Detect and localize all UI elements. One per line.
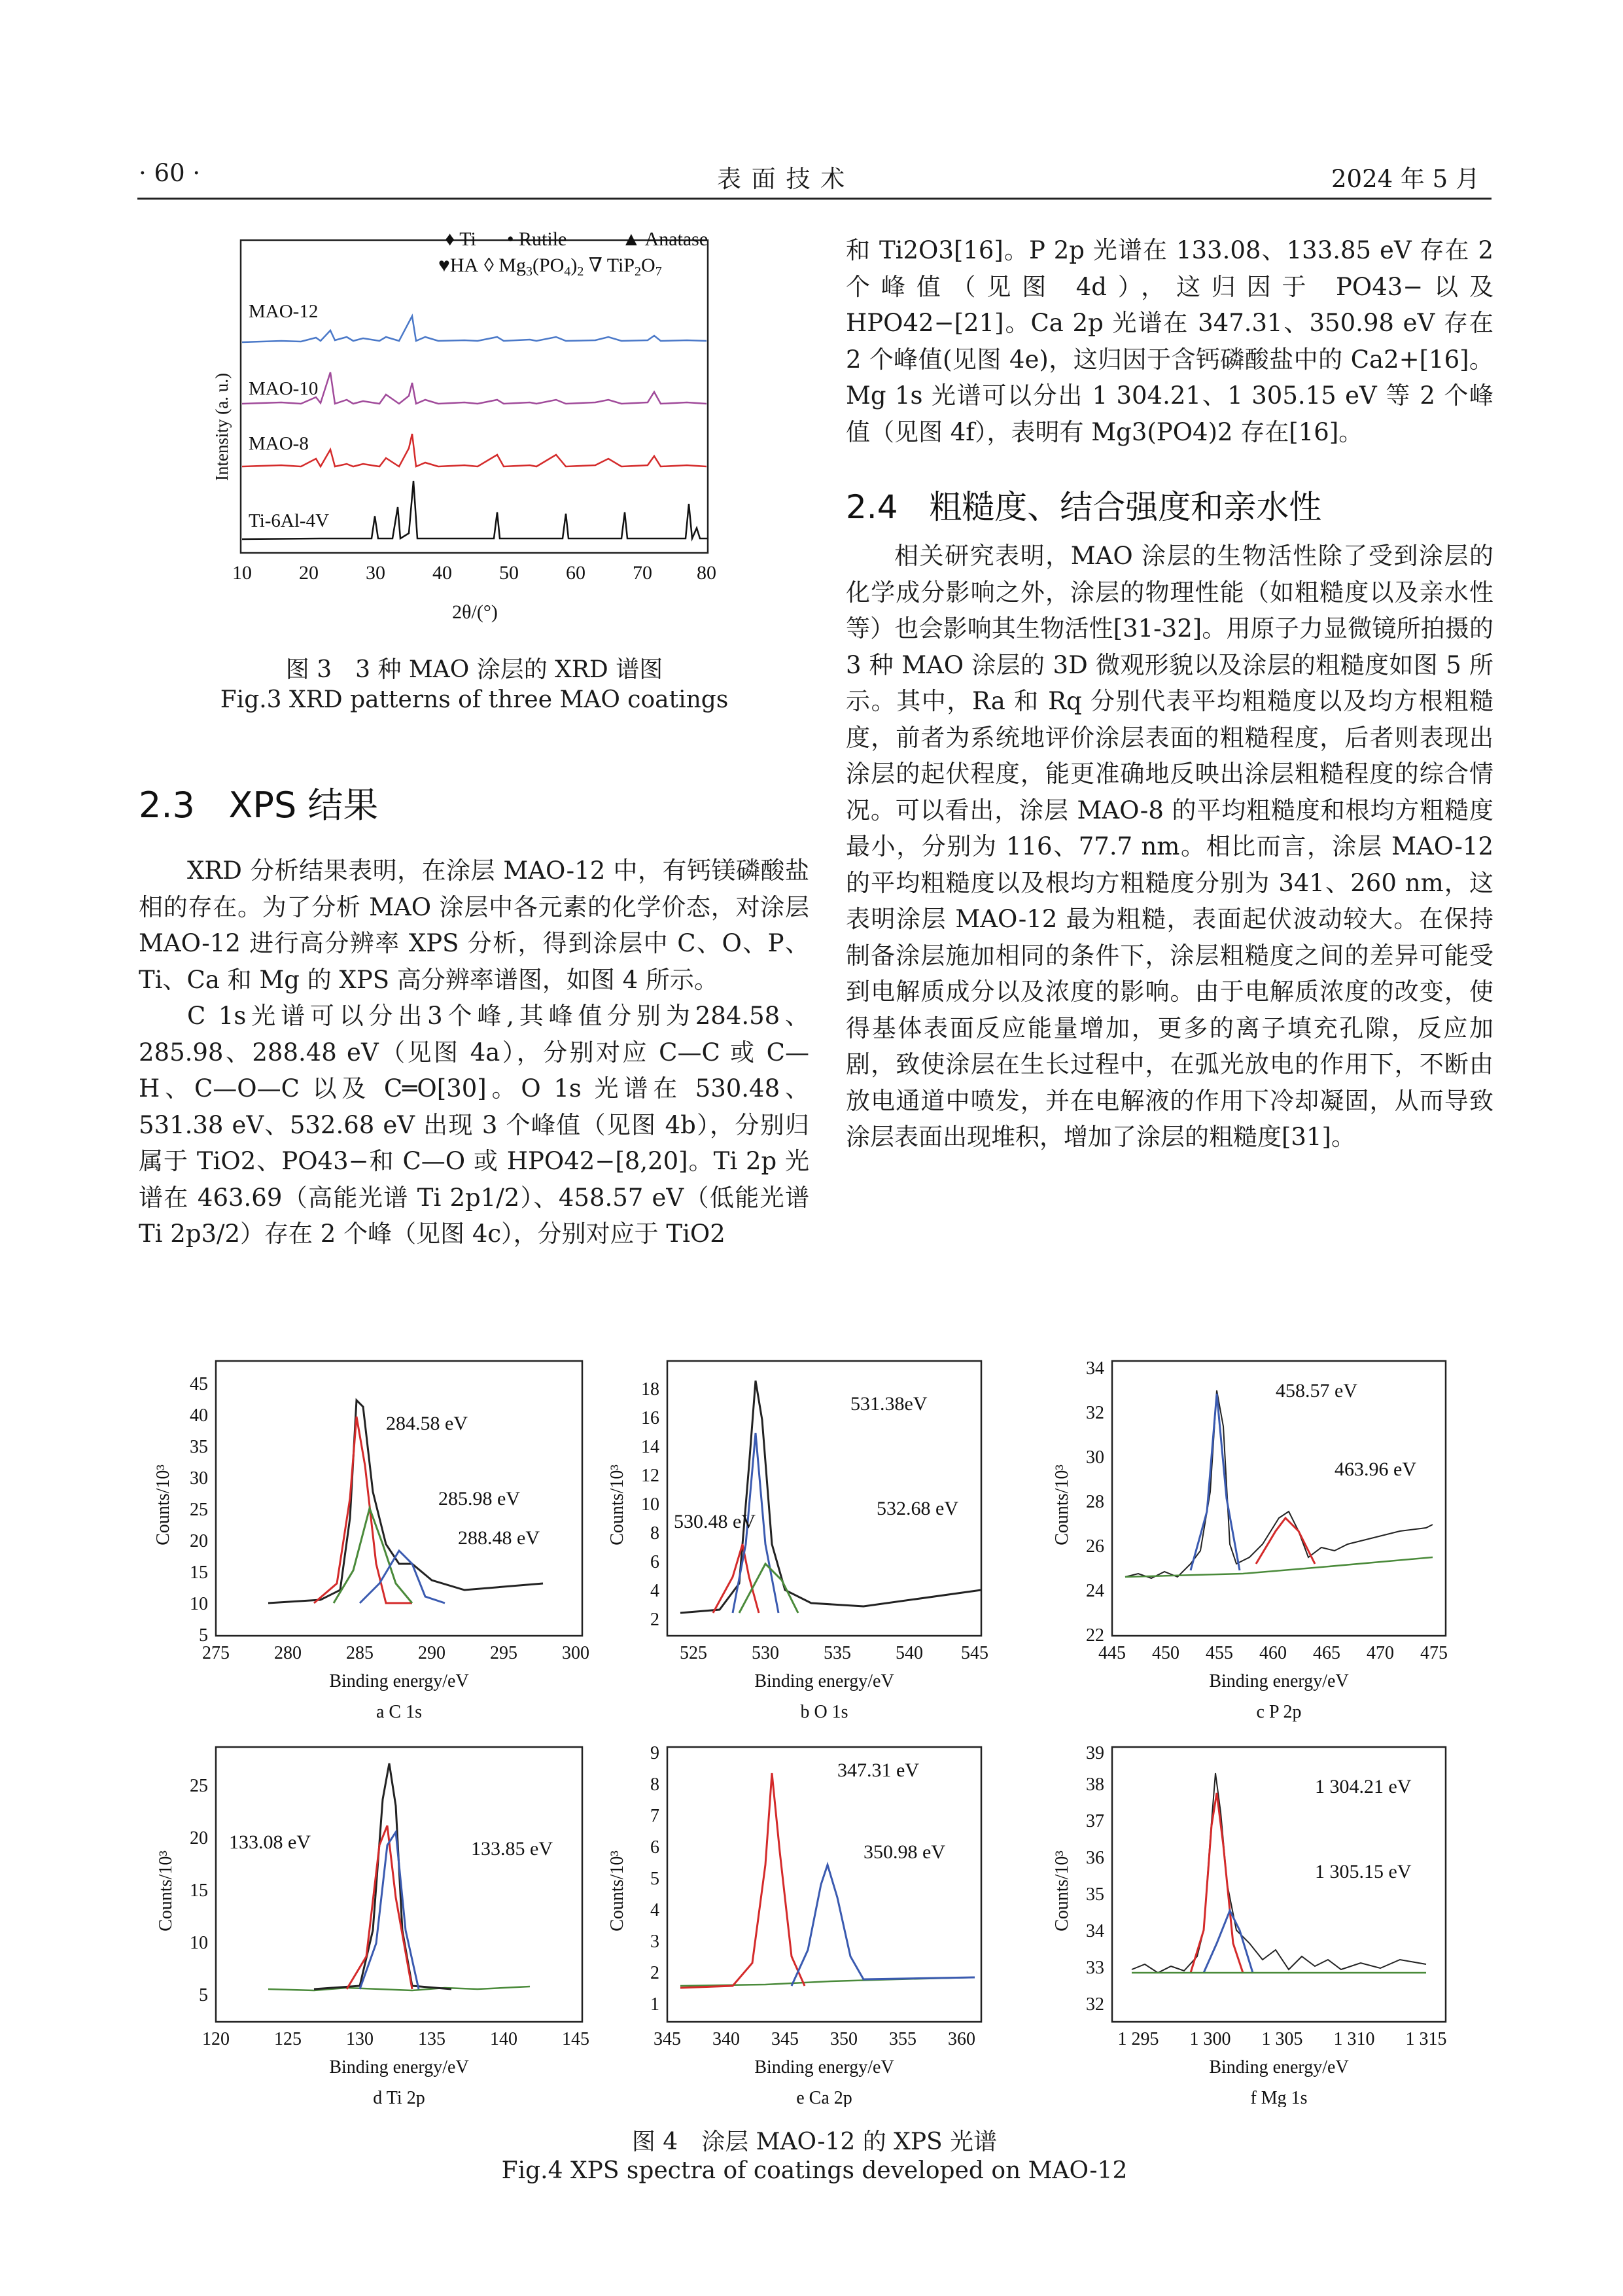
svg-text:545: 545	[961, 1643, 988, 1663]
svg-text:20: 20	[299, 562, 319, 584]
svg-text:Counts/10³: Counts/10³	[1052, 1850, 1072, 1932]
svg-text:275: 275	[202, 1643, 230, 1663]
svg-text:10: 10	[190, 1933, 208, 1953]
svg-text:♦ Ti: ♦ Ti	[445, 228, 476, 250]
svg-text:Binding energy/eV: Binding energy/eV	[1209, 1671, 1349, 1691]
svg-text:70: 70	[633, 562, 652, 584]
svg-text:445: 445	[1098, 1643, 1126, 1663]
svg-text:e Ca 2p: e Ca 2p	[796, 2088, 852, 2107]
svg-text:450: 450	[1152, 1643, 1179, 1663]
svg-text:295: 295	[490, 1643, 517, 1663]
label-mao12: MAO-12	[249, 301, 319, 322]
paragraph-xrd-summary: XRD 分析结果表明，在涂层 MAO-12 中，有钙镁磷酸盐相的存在。为了分析 MAO 涂层中各元素的化学价态，对涂层 MAO-12 进行高分辨率 XPS 分析，得到涂层中 C、O、P、Ti、Ca 和 Mg 的 XPS 高分辨率谱图，如图 4 所示。	[139, 857, 809, 994]
svg-text:350.98 eV: 350.98 eV	[864, 1841, 945, 1863]
svg-text:284.58 eV: 284.58 eV	[386, 1413, 468, 1434]
svg-text:a C 1s: a C 1s	[376, 1702, 422, 1722]
svg-text:15: 15	[190, 1881, 208, 1901]
svg-text:300: 300	[562, 1643, 589, 1663]
svg-text:3: 3	[650, 1932, 659, 1952]
svg-text:32: 32	[1086, 1994, 1104, 2015]
panel-b-o1s	[607, 1361, 988, 1722]
svg-text:30: 30	[190, 1468, 208, 1489]
svg-text:8: 8	[650, 1775, 659, 1795]
svg-text:135: 135	[418, 2029, 445, 2049]
svg-text:d Ti 2p: d Ti 2p	[373, 2088, 425, 2107]
svg-text:18: 18	[641, 1379, 659, 1400]
svg-text:2: 2	[650, 1963, 659, 1983]
xrd-trace-mao8	[242, 434, 707, 467]
svg-text:5: 5	[650, 1869, 659, 1889]
fig4-caption-cn: 图 4 涂层 MAO-12 的 XPS 光谱	[631, 2128, 998, 2155]
svg-text:b O 1s: b O 1s	[800, 1702, 848, 1722]
svg-text:50: 50	[499, 562, 519, 584]
svg-text:34: 34	[1086, 1921, 1104, 1941]
label-mao10: MAO-10	[249, 378, 319, 399]
svg-text:6: 6	[650, 1552, 659, 1572]
svg-text:1 305: 1 305	[1261, 2029, 1303, 2049]
svg-text:60: 60	[566, 562, 585, 584]
svg-text:355: 355	[889, 2029, 916, 2049]
xrd-figure	[190, 226, 726, 647]
svg-text:35: 35	[1086, 1884, 1104, 1905]
svg-text:2: 2	[650, 1610, 659, 1630]
svg-text:12: 12	[641, 1466, 659, 1486]
label-mao8: MAO-8	[249, 433, 309, 454]
svg-text:470: 470	[1367, 1643, 1394, 1663]
svg-text:140: 140	[490, 2029, 517, 2049]
svg-text:Binding energy/eV: Binding energy/eV	[1209, 2057, 1349, 2077]
svg-text:36: 36	[1086, 1848, 1104, 1868]
panel-d-ti2p	[156, 1747, 589, 2107]
svg-text:535: 535	[824, 1643, 851, 1663]
svg-text:285: 285	[346, 1643, 374, 1663]
svg-text:♥HA: ♥HA	[438, 255, 479, 276]
section-heading-2-4: 2.4 粗糙度、结合强度和亲水性	[846, 488, 1322, 526]
svg-text:Binding energy/eV: Binding energy/eV	[754, 2057, 894, 2077]
svg-text:14: 14	[641, 1437, 659, 1457]
svg-text:20: 20	[190, 1828, 208, 1848]
svg-text:30: 30	[1086, 1447, 1104, 1468]
svg-text:c P 2p: c P 2p	[1256, 1702, 1302, 1722]
svg-text:1 295: 1 295	[1117, 2029, 1159, 2049]
svg-text:530.48 eV: 530.48 eV	[674, 1511, 756, 1532]
svg-text:5: 5	[199, 1985, 208, 2005]
svg-text:120: 120	[202, 2029, 230, 2049]
svg-text:1 315: 1 315	[1405, 2029, 1447, 2049]
svg-text:4: 4	[650, 1900, 659, 1920]
svg-text:130: 130	[346, 2029, 374, 2049]
svg-text:25: 25	[190, 1500, 208, 1520]
xrd-ylabel: Intensity (a. u.)	[212, 373, 232, 481]
svg-text:f Mg 1s: f Mg 1s	[1250, 2088, 1308, 2107]
xrd-xlabel: 2θ/(°)	[452, 601, 498, 623]
svg-text:125: 125	[274, 2029, 302, 2049]
right-column-top	[846, 232, 1493, 450]
svg-text:5: 5	[199, 1625, 208, 1646]
svg-text:8: 8	[650, 1523, 659, 1544]
page-number: · 60 ·	[139, 159, 201, 187]
svg-text:◊ Mg3(PO4)2 ∇ TiP2O7: ◊ $Mg_3(PO_4)_2$ ∇ $TiP_2O_7$	[484, 255, 662, 279]
svg-text:475: 475	[1420, 1643, 1448, 1663]
svg-text:26: 26	[1086, 1536, 1104, 1557]
svg-text:16: 16	[641, 1408, 659, 1428]
journal-title: 表 面 技 术	[717, 165, 846, 193]
panel-c-p2p	[1052, 1358, 1448, 1722]
svg-text:288.48 eV: 288.48 eV	[458, 1527, 540, 1549]
panel-a-c1s	[153, 1361, 589, 1722]
svg-text:10: 10	[641, 1494, 659, 1515]
panel-f-mg1s	[1052, 1743, 1447, 2107]
svg-text:1: 1	[650, 1994, 659, 2015]
svg-text:15: 15	[190, 1563, 208, 1583]
svg-text:360: 360	[948, 2029, 975, 2049]
svg-text:45: 45	[190, 1374, 208, 1394]
svg-text:460: 460	[1259, 1643, 1287, 1663]
svg-text:Counts/10³: Counts/10³	[156, 1850, 176, 1932]
svg-text:7: 7	[650, 1806, 659, 1826]
xps-figure	[144, 1348, 1492, 2110]
svg-text:38: 38	[1086, 1775, 1104, 1795]
svg-text:133.08 eV: 133.08 eV	[229, 1831, 311, 1853]
panel-e-ca2p	[607, 1743, 981, 2107]
svg-text:458.57 eV: 458.57 eV	[1276, 1380, 1357, 1402]
svg-text:532.68 eV: 532.68 eV	[877, 1498, 958, 1519]
svg-text:347.31 eV: 347.31 eV	[837, 1759, 919, 1781]
svg-text:20: 20	[190, 1531, 208, 1551]
svg-text:32: 32	[1086, 1403, 1104, 1423]
svg-text:465: 465	[1313, 1643, 1340, 1663]
svg-text:10: 10	[190, 1594, 208, 1614]
svg-text:540: 540	[896, 1643, 923, 1663]
svg-text:280: 280	[274, 1643, 302, 1663]
fig3-caption-cn: 图 3 3 种 MAO 涂层的 XRD 谱图	[285, 656, 663, 683]
svg-text:455: 455	[1206, 1643, 1233, 1663]
issue-date: 2024 年 5 月	[1331, 165, 1480, 193]
svg-text:4: 4	[650, 1581, 659, 1601]
svg-text:Binding energy/eV: Binding energy/eV	[329, 1671, 469, 1691]
svg-text:Counts/10³: Counts/10³	[1052, 1464, 1072, 1545]
svg-text:40: 40	[432, 562, 452, 584]
section-heading-2-3: 2.3 XPS 结果	[139, 785, 379, 826]
svg-text:345: 345	[771, 2029, 799, 2049]
right-column-body	[846, 538, 1493, 1156]
svg-text:531.38eV: 531.38eV	[850, 1393, 928, 1415]
svg-text:30: 30	[366, 562, 385, 584]
svg-text:• Rutile: • Rutile	[507, 228, 567, 250]
svg-text:530: 530	[752, 1643, 779, 1663]
svg-text:Counts/10³: Counts/10³	[607, 1464, 627, 1545]
fig3-caption-en: Fig.3 XRD patterns of three MAO coatings	[220, 686, 729, 713]
svg-text:24: 24	[1086, 1581, 1104, 1601]
svg-text:6: 6	[650, 1837, 659, 1858]
svg-text:35: 35	[190, 1437, 208, 1457]
paragraph-c1s: C 1s光谱可以分出3个峰,其峰值分别为284.58、285.98、288.48 eV（见图 4a），分别对应 C—C 或 C—H、C—O—C 以及 C═O[30]。O 1s 光谱在 530.48、531.38 eV、532.68 eV 出现 3 个峰值（见图 4b），分别归属于 TiO2、PO43−和 C—O 或 HPO42−[8,20]。Ti 2p 光谱在 463.69（高能光谱 Ti 2p1/2）、458.57 eV（低能光谱 Ti 2p3/2）存在 2 个峰（见图 4c），分别对应于 TiO2	[139, 1002, 809, 1248]
svg-text:350: 350	[830, 2029, 858, 2049]
svg-text:34: 34	[1086, 1358, 1104, 1379]
label-ti64: Ti-6Al-4V	[249, 510, 330, 531]
svg-text:37: 37	[1086, 1811, 1104, 1831]
svg-text:133.85 eV: 133.85 eV	[471, 1838, 553, 1860]
svg-text:463.96 eV: 463.96 eV	[1335, 1458, 1416, 1480]
svg-text:28: 28	[1086, 1492, 1104, 1512]
paragraph-continued: 和 Ti2O3[16]。P 2p 光谱在 133.08、133.85 eV 存在 2 个峰值（见图 4d），这归因于 PO43−以及 HPO42−[21]。Ca 2p 光谱在 347.31、350.98 eV 存在 2 个峰值(见图 4e)，这归因于含钙磷酸盐中的 Ca2+[16]。Mg 1s 光谱可以分出 1 304.21、1 305.15 eV 等 2 个峰值（见图 4f），表明有 Mg3(PO4)2 存在[16]。	[846, 236, 1493, 446]
svg-text:525: 525	[680, 1643, 707, 1663]
svg-text:33: 33	[1086, 1958, 1104, 1978]
svg-text:1 310: 1 310	[1333, 2029, 1375, 2049]
svg-text:Counts/10³: Counts/10³	[607, 1850, 627, 1932]
svg-text:1 305.15 eV: 1 305.15 eV	[1315, 1861, 1412, 1882]
svg-text:340: 340	[712, 2029, 740, 2049]
svg-text:Binding energy/eV: Binding energy/eV	[329, 2057, 469, 2077]
svg-text:1 300: 1 300	[1189, 2029, 1231, 2049]
xrd-chart	[190, 226, 726, 645]
paragraph-roughness: 相关研究表明，MAO 涂层的生物活性除了受到涂层的化学成分影响之外，涂层的物理性能（如粗糙度以及亲水性等）也会影响其生物活性[31-32]。用原子力显微镜所拍摄的 3 种 MAO 涂层的 3D 微观形貌以及涂层的粗糙度如图 5 所示。其中，Ra 和 Rq 分别代表平均粗糙度以及均方根粗糙度，前者为系统地评价涂层表面的粗糙程度，后者则表现出涂层的起伏程度，能更准确地反映出涂层粗糙程度的综合情况。可以看出，涂层 MAO-8 的平均粗糙度和根均方粗糙度最小，分别为 116、77.7 nm。相比而言，涂层 MAO-12 的平均粗糙度以及根均方粗糙度分别为 341、260 nm，这表明涂层 MAO-12 最为粗糙，表面起伏波动较大。在保持制备涂层施加相同的条件下，涂层粗糙度之间的差异可能受到电解质成分以及浓度的影响。由于电解质浓度的改变，使得基体表面反应能量增加，更多的离子填充孔隙，反应加剧，致使涂层在生长过程中，在弧光放电的作用下，不断由放电通道中喷发，并在电解液的作用下冷却凝固，从而导致涂层表面出现堆积，增加了涂层的粗糙度[31]。	[846, 542, 1493, 1151]
svg-text:345: 345	[654, 2029, 681, 2049]
svg-text:290: 290	[418, 1643, 445, 1663]
svg-text:10: 10	[232, 562, 252, 584]
svg-text:40: 40	[190, 1405, 208, 1426]
xps-panels	[144, 1348, 1492, 2107]
svg-text:Counts/10³: Counts/10³	[153, 1464, 173, 1545]
svg-text:145: 145	[562, 2029, 589, 2049]
header-rule	[137, 198, 1492, 200]
svg-text:▲ Anatase: ▲ Anatase	[621, 228, 708, 250]
svg-text:80: 80	[697, 562, 716, 584]
svg-text:39: 39	[1086, 1743, 1104, 1763]
fig4-caption-en: Fig.4 XPS spectra of coatings developed on MAO-12	[501, 2157, 1128, 2184]
left-column	[139, 853, 809, 1252]
svg-text:9: 9	[650, 1743, 659, 1763]
svg-text:22: 22	[1086, 1625, 1104, 1646]
svg-text:25: 25	[190, 1776, 208, 1796]
svg-text:Binding energy/eV: Binding energy/eV	[754, 1671, 894, 1691]
svg-text:1 304.21 eV: 1 304.21 eV	[1315, 1776, 1412, 1797]
svg-text:285.98 eV: 285.98 eV	[438, 1488, 520, 1510]
